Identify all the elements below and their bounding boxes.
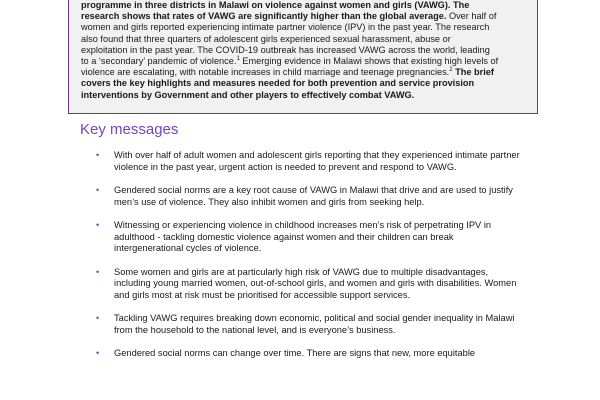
list-item-text: Tackling VAWG requires breaking down economic, political and social gender inequality in Malawi from the household to the national level, and is everyone’s business. [114,313,515,335]
summary-line-3: women and girls reported experiencing intimate partner violence (IPV) in the past year. The research [81,22,490,33]
summary-line-7a: violence are escalating, with notable increases in child marriage and teenage pregnancies. [81,67,450,78]
list-item [80,348,520,360]
list-item-text: Witnessing or experiencing violence in childhood increases men’s risk of perpetrating IPV in adulthood - tackling domestic violence against women and their children can break intergenerational cycles of violence. [114,220,492,253]
list-item-text: Some women and girls are at particularly high risk of VAWG due to multiple disadvantages, including young married women, out-of-school girls, and women and girls with disabilities. Women and girls most at risk must be prioritised for accessible support services. [114,266,517,300]
summary-box [68,0,538,114]
footnote-ref-2[interactable]: 2 [449,67,453,74]
list-item-text: With over half of adult women and adolescent girls reporting that they experienced intimate partner violence in the past year, urgent action is needed to prevent and respond to VAWG. [114,150,520,172]
summary-line-1: programme in three districts in Malawi on violence against women and girls (VAWG). The [81,0,470,10]
bullet-icon: • [96,348,100,358]
bullet-icon: • [96,266,100,277]
list-item [80,220,520,255]
summary-line-2-rest: Over half of [446,11,497,22]
list-item-text: Gendered social norms are a key root cause of VAWG in Malawi that drive and are used to justify men’s use of violence. They also inhibit women and girls from seeking help. [114,185,513,207]
key-messages-heading: Key messages [80,121,179,138]
summary-paragraph [81,0,525,101]
summary-line-2: research shows that rates of VAWG are significantly higher than the global average. [81,11,447,22]
footnote-ref-1[interactable]: 1 [236,55,240,62]
list-item [80,150,520,173]
summary-line-4: also found that three quarters of adolescent girls experienced sexual harassment, abuse or [81,33,451,44]
bullet-icon: • [96,185,100,195]
summary-line-6a: to a ‘secondary’ pandemic of violence. [81,56,237,67]
bullet-icon: • [96,220,100,230]
summary-line-9: interventions by Government and other players to effectively combat VAWG. [81,89,415,100]
summary-line-7-bold: The brief [452,67,494,78]
list-item [80,185,520,208]
summary-line-6b: Emerging evidence in Malawi shows that existing high levels of [239,56,499,67]
list-item [80,313,520,336]
summary-line-8: covers the key highlights and measures needed for both prevention and service provision [81,78,475,89]
list-item-text: Gendered social norms can change over time. There are signs that new, more equitable [114,348,476,358]
bullet-icon: • [96,150,100,160]
list-item [80,267,520,302]
summary-line-5: exploitation in the past year. The COVID-19 outbreak has increased VAWG across the world, leading [81,44,490,55]
bullet-icon: • [96,313,100,323]
key-messages-list [80,150,520,372]
